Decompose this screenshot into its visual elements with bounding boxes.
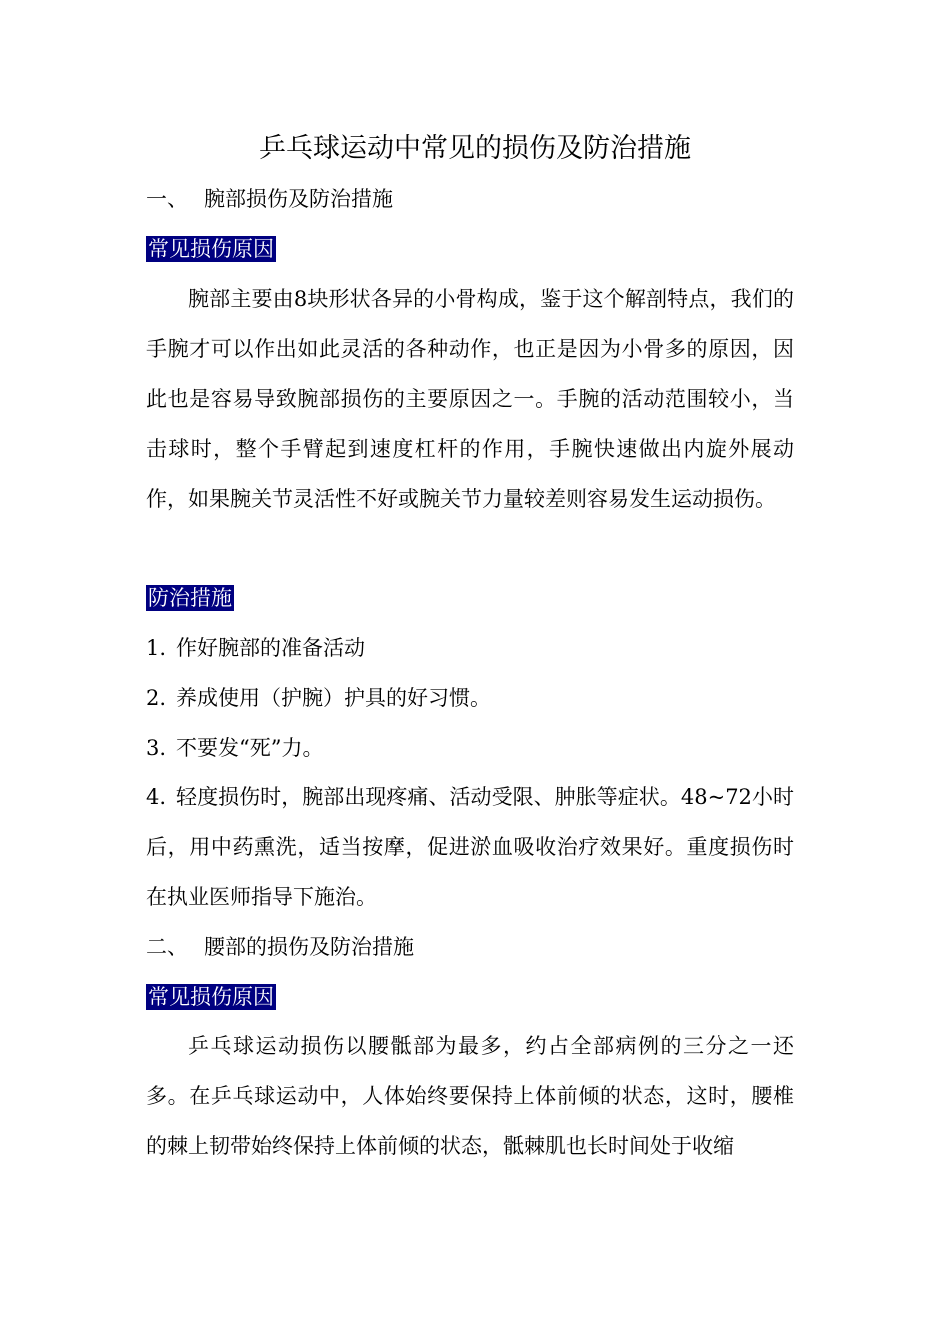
section-1-title: 腕部损伤及防治措施 <box>204 187 393 211</box>
measure-text: 作好腕部的准备活动 <box>176 636 365 660</box>
measure-text: 养成使用（护腕）护具的好习惯。 <box>176 686 491 710</box>
section-1-cause-label: 常见损伤原因 <box>148 237 274 261</box>
section-2-number: 二、 <box>146 935 188 959</box>
section-2-cause-label-line <box>146 982 794 1012</box>
section-1-cause-label-line <box>146 234 794 264</box>
measure-number: 3. <box>146 736 167 760</box>
section-2-cause-paragraph: 乒乓球运动损伤以腰骶部为最多，约占全部病例的三分之一还多。在乒乓球运动中，人体始终要保持上体前倾的状态，这时，腰椎的棘上韧带始终保持上体前倾的状态，骶棘肌也长时间处于收缩 <box>146 1034 794 1158</box>
measure-number: 1. <box>146 636 167 660</box>
measure-item-4 <box>146 772 794 922</box>
section-2-heading <box>146 932 794 962</box>
measure-item <box>146 633 794 663</box>
section-1-heading <box>146 184 794 214</box>
section-1-measures-label: 防治措施 <box>148 586 232 610</box>
measure-item <box>146 733 794 763</box>
section-1-measures-label-line <box>146 583 794 613</box>
document-title: 乒乓球运动中常见的损伤及防治措施 <box>259 133 691 164</box>
measure-item <box>146 683 794 713</box>
section-1-number: 一、 <box>146 187 188 211</box>
section-1-cause-paragraph: 腕部主要由8块形状各异的小骨构成，鉴于这个解剖特点，我们的手腕才可以作出如此灵活的各种动作，也正是因为小骨多的原因，因此也是容易导致腕部损伤的主要原因之一。手腕的活动范围较小，当击球时，整个手臂起到速度杠杆的作用，手腕快速做出内旋外展动作，如果腕关节灵活性不好或腕关节力量较差则容易发生运动损伤。 <box>146 287 794 511</box>
measure-text: 不要发“死”力。 <box>176 736 324 760</box>
measure-text: 轻度损伤时，腕部出现疼痛、活动受限、肿胀等症状。48~72小时后，用中药熏洗，适当按摩，促进淤血吸收治疗效果好。重度损伤时在执业医师指导下施治。 <box>146 785 794 909</box>
measure-number: 2. <box>146 686 167 710</box>
section-2-cause-label: 常见损伤原因 <box>148 985 274 1009</box>
measure-number: 4. <box>146 785 167 809</box>
section-2-title: 腰部的损伤及防治措施 <box>204 935 414 959</box>
